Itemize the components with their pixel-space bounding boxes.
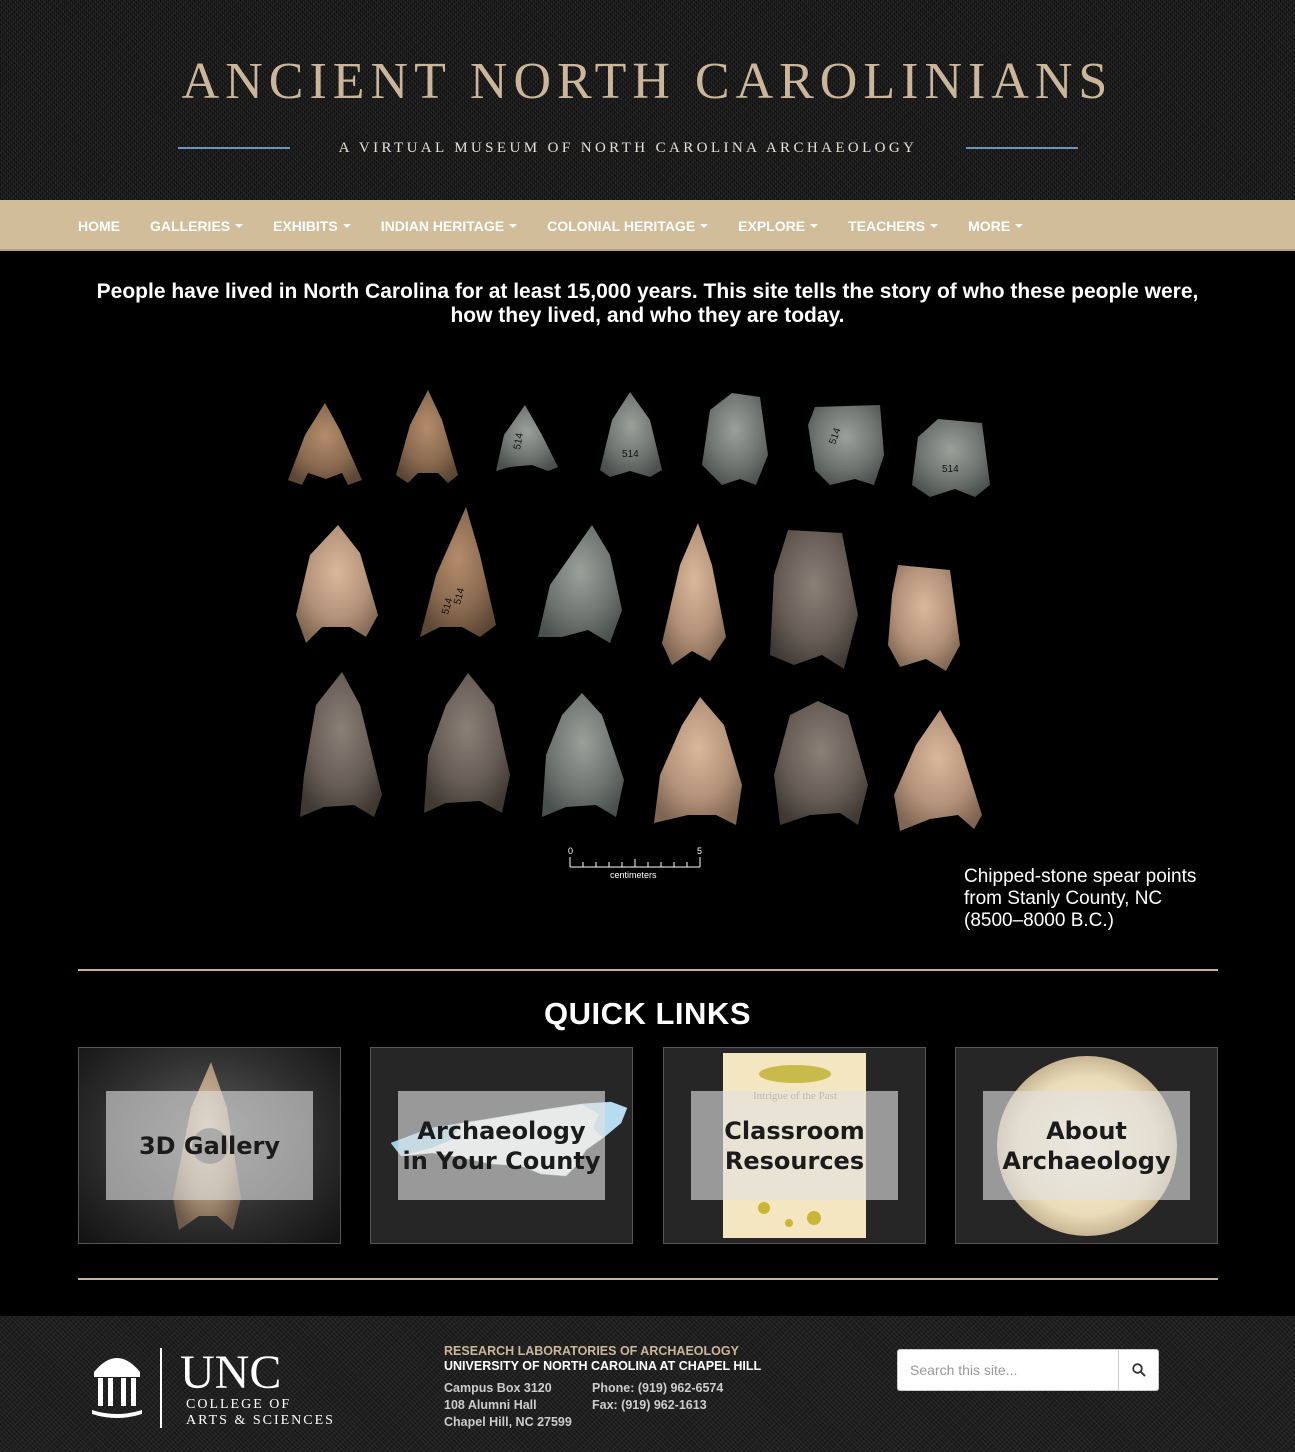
subtitle-row — [178, 136, 1078, 160]
logo-unc: UNC — [180, 1346, 282, 1399]
nav-indian-heritage[interactable] — [381, 218, 517, 234]
spear-point — [774, 701, 868, 825]
divider-top — [78, 969, 1218, 971]
site-footer — [0, 1316, 1295, 1452]
nav-home-label: HOME — [78, 217, 120, 234]
caret-down-icon — [700, 224, 708, 228]
nav-galleries-label: GALLERIES — [150, 217, 231, 234]
caret-down-icon — [235, 224, 243, 228]
scale-bar-graphic — [565, 845, 705, 885]
card-label-line2: Resources — [724, 1146, 865, 1175]
spear-point — [496, 405, 558, 471]
quick-link-3d-gallery[interactable] — [78, 1047, 341, 1244]
scale-unit-label: centimeters — [610, 870, 657, 880]
spear-point — [420, 507, 496, 637]
card-label-line1: 3D Gallery — [138, 1131, 281, 1160]
card-label-line2: in Your County — [402, 1146, 601, 1175]
footer-phone: Phone: (919) 962-6574 — [592, 1381, 724, 1395]
spear-point — [808, 405, 884, 485]
footer-contact — [444, 1344, 864, 1431]
card-label-line2: Archaeology — [1002, 1146, 1171, 1175]
scale-start-label: 0 — [568, 846, 574, 856]
footer-address-line: 108 Alumni Hall — [444, 1398, 537, 1412]
site-header — [0, 0, 1295, 200]
card-label — [371, 1091, 632, 1200]
spear-point — [542, 693, 624, 817]
footer-address-line: Chapel Hill, NC 27599 — [444, 1415, 572, 1429]
logo-college-line1: COLLEGE OF — [186, 1397, 292, 1412]
old-well-icon — [90, 1344, 360, 1432]
spear-point — [424, 673, 510, 813]
specimen-label: 514 — [827, 426, 844, 447]
site-subtitle: A VIRTUAL MUSEUM OF NORTH CAROLINA ARCHAEOLOGY — [338, 139, 918, 156]
search-icon — [1132, 1363, 1146, 1377]
scale-end-label: 5 — [697, 846, 703, 856]
site-title[interactable]: ANCIENT NORTH CAROLINIANS — [181, 53, 1114, 110]
specimen-label: 514 — [942, 464, 959, 475]
quick-link-county[interactable] — [370, 1047, 633, 1244]
spear-point — [894, 710, 982, 831]
spear-points-illustration — [270, 375, 1010, 845]
nav-explore-label: EXPLORE — [738, 217, 806, 234]
nav-list — [78, 200, 1053, 251]
card-label — [664, 1091, 925, 1200]
spear-point — [654, 697, 742, 825]
search-input[interactable] — [898, 1350, 1118, 1390]
card-label-line1: About — [1046, 1116, 1127, 1145]
caret-down-icon — [810, 224, 818, 228]
footer-university: UNIVERSITY OF NORTH CAROLINA AT CHAPEL HILL — [444, 1359, 762, 1373]
spear-points-image — [270, 375, 1010, 845]
nav-more-label: MORE — [968, 217, 1011, 234]
caret-down-icon — [1015, 224, 1023, 228]
footer-phone-fax — [592, 1380, 723, 1431]
spear-point — [396, 390, 458, 483]
footer-address-line: Campus Box 3120 — [444, 1381, 552, 1395]
unc-college-logo[interactable] — [90, 1344, 360, 1432]
footer-address — [444, 1380, 592, 1431]
spear-point — [300, 672, 382, 817]
nav-teachers[interactable] — [848, 218, 938, 234]
subtitle-line-right — [966, 147, 1078, 149]
nav-more[interactable] — [968, 218, 1023, 234]
card-label-line1: Archaeology — [417, 1116, 586, 1145]
spear-point — [912, 419, 990, 497]
spear-point — [770, 530, 858, 669]
quick-link-classroom[interactable] — [663, 1047, 926, 1244]
nav-home[interactable] — [78, 218, 120, 234]
logo-college-line2: ARTS & SCIENCES — [186, 1413, 335, 1428]
card-label — [79, 1091, 340, 1200]
scale-bar — [565, 845, 705, 885]
specimen-label: 514 — [440, 596, 456, 616]
nav-indian-heritage-label: INDIAN HERITAGE — [380, 217, 505, 234]
caret-down-icon — [509, 224, 517, 228]
card-label — [956, 1091, 1217, 1200]
card-label-line1: Classroom — [724, 1116, 865, 1145]
spear-point — [538, 525, 622, 643]
nav-exhibits[interactable] — [273, 218, 351, 234]
nav-explore[interactable] — [738, 218, 818, 234]
spear-point — [600, 392, 662, 477]
divider-bottom — [78, 1278, 1218, 1280]
spear-point — [662, 523, 726, 665]
specimen-label: 514 — [452, 586, 468, 606]
caret-down-icon — [930, 224, 938, 228]
nav-colonial-heritage-label: COLONIAL HERITAGE — [547, 217, 696, 234]
site-search — [897, 1349, 1159, 1391]
subtitle-line-left — [178, 147, 290, 149]
nav-galleries[interactable] — [150, 218, 243, 234]
nav-exhibits-label: EXHIBITS — [273, 217, 338, 234]
footer-lab-name[interactable]: RESEARCH LABORATORIES OF ARCHAEOLOGY — [444, 1344, 739, 1358]
specimen-label: 514 — [512, 432, 526, 451]
quick-link-about[interactable] — [955, 1047, 1218, 1244]
spear-point — [702, 393, 768, 485]
spear-point — [888, 565, 960, 671]
spear-point — [296, 525, 378, 643]
search-button[interactable] — [1118, 1350, 1158, 1390]
intro-text: People have lived in North Carolina for at least 15,000 years. This site tells the story of who these people were, how they lived, and who they are today. — [96, 280, 1199, 327]
footer-columns — [444, 1380, 864, 1431]
nav-colonial-heritage[interactable] — [547, 218, 708, 234]
nav-teachers-label: TEACHERS — [848, 217, 926, 234]
spear-point — [288, 403, 362, 485]
main-navbar — [0, 200, 1295, 251]
image-caption: Chipped-stone spear points from Stanly County, NC (8500–8000 B.C.) — [964, 866, 1197, 931]
specimen-label: 514 — [622, 449, 639, 460]
footer-fax: Fax: (919) 962-1613 — [592, 1398, 707, 1412]
quick-links-title: QUICK LINKS — [544, 996, 751, 1031]
caret-down-icon — [343, 224, 351, 228]
